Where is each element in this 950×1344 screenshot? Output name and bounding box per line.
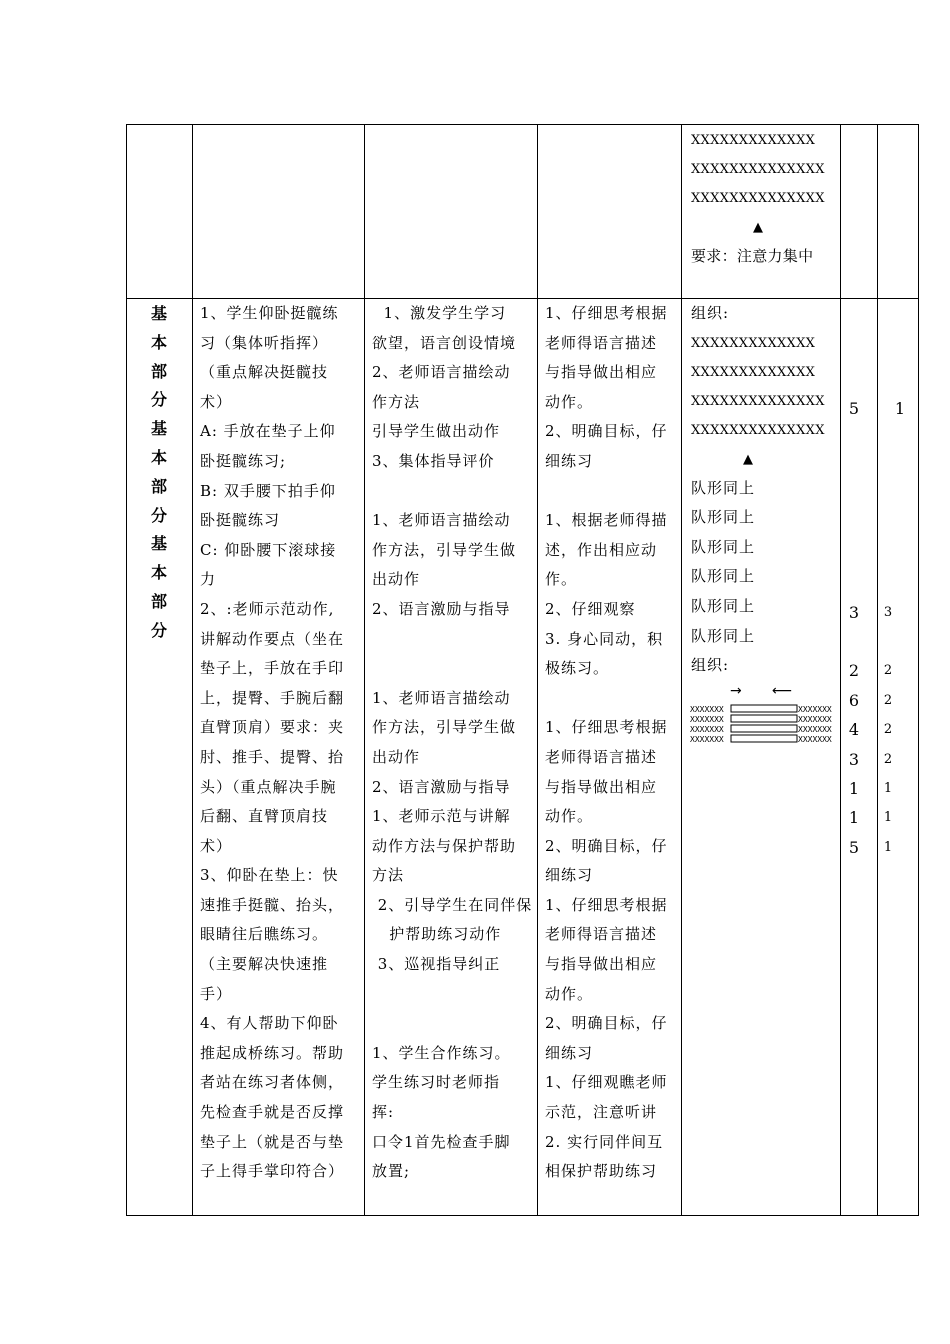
mat-row-right-students: XXXXXXX (798, 715, 832, 724)
teacher-line: 1、激发学生学习 (372, 304, 507, 322)
requirement-text: 要求：注意力集中 (691, 247, 814, 265)
teacher-line: 作方法，引导学生做 (372, 718, 517, 737)
column-divider (537, 124, 538, 1216)
mat-row-left-students: XXXXXXX (690, 715, 724, 724)
section-char: 本 (150, 447, 167, 467)
time-value: 1 (848, 779, 860, 799)
content-line: 卧挺髋练习 (200, 511, 281, 530)
organization-label: 组织: (691, 304, 730, 322)
student-line: 2、明确目标，仔 (545, 422, 668, 441)
section-char: 基 (150, 534, 167, 554)
teacher-line: 1、老师语言描绘动 (372, 511, 511, 530)
teacher-line: 作方法 (372, 392, 421, 411)
mat (731, 735, 797, 742)
teacher-line: 出动作 (372, 747, 421, 766)
arrow-right-icon: → (730, 683, 742, 699)
column-divider (192, 124, 193, 1216)
time-column-group (842, 598, 866, 862)
teacher-line: 引导学生做出动作 (372, 422, 501, 441)
student-line: 示范，注意听讲 (545, 1103, 658, 1122)
teacher-line: 护帮助练习动作 (372, 925, 502, 944)
content-line: 肘、推手、提臀、抬 (200, 747, 345, 766)
times-value: 2 (883, 663, 893, 679)
times-value: 1 (883, 839, 893, 855)
content-line: 3、仰卧在垫上：快 (200, 866, 339, 885)
formation-same: 队形同上 (691, 478, 756, 497)
content-line: 讲解动作要点（坐在 (200, 629, 345, 648)
time-value: 3 (848, 603, 860, 622)
section-char: 部 (150, 591, 167, 611)
mat-row-left-students: XXXXXXX (690, 735, 724, 744)
mat-row-right-students: XXXXXXX (798, 735, 832, 744)
column-divider (681, 124, 682, 1216)
formation-same: 队形同上 (691, 567, 756, 586)
teacher-line: 学生练习时老师指 (372, 1073, 501, 1092)
content-line: 垫子上，手放在手印 (200, 659, 345, 678)
time-value: 3 (848, 749, 860, 769)
student-line: 1、仔细观瞧老师 (545, 1073, 668, 1092)
student-line: 3. 身心同动，积 (545, 629, 664, 648)
times-value: 1 (883, 781, 893, 797)
times-column-group (876, 598, 900, 862)
mat-row-right-students: XXXXXXX (798, 705, 832, 714)
teacher-line: 动作方法与保护帮助 (372, 836, 517, 855)
times-value: 3 (883, 605, 893, 620)
teacher-line: 口令1首先检查手脚 (372, 1132, 511, 1151)
content-line: 速推手挺髋、抬头， (200, 895, 345, 914)
content-line: 手） (200, 984, 233, 1003)
content-line: （主要解决快速推 (200, 955, 329, 974)
content-line: 头）（重点解决手腕 (200, 777, 337, 796)
teaching-content (200, 299, 344, 1187)
student-line: 老师得语言描述 (545, 925, 658, 944)
organization-label: 组织: (691, 656, 730, 675)
teacher-line: 1、老师示范与讲解 (372, 807, 511, 826)
student-line: 动作。 (545, 984, 594, 1003)
content-line: 垫子上（就是否与垫 (200, 1132, 345, 1151)
mat-formation-diagram (690, 683, 838, 745)
student-line: 细练习 (545, 866, 594, 885)
column-divider (840, 124, 841, 1216)
content-line: 者站在练习者体侧， (200, 1073, 345, 1092)
content-line: 后翻、直臂顶肩技 (200, 807, 329, 826)
student-line: 2、仔细观察 (545, 599, 636, 618)
content-line: 术） (200, 392, 233, 411)
teacher-line: 2、语言激励与指导 (372, 599, 511, 618)
formation-line: XXXXXXXXXXXXXX (691, 422, 825, 438)
content-line: 推起成桥练习。帮助 (200, 1043, 345, 1062)
content-line: 2、:老师示范动作, (200, 599, 335, 618)
arrow-left-icon: ⟵ (772, 683, 793, 699)
formation-line: XXXXXXXXXXXXX (691, 133, 816, 148)
content-line: B: 双手腰下拍手仰 (200, 481, 336, 500)
section-char: 基 (150, 419, 167, 439)
time-column (842, 394, 866, 423)
student-line: 与指导做出相应 (545, 955, 658, 974)
time-value: 2 (848, 661, 860, 681)
student-line: 2、明确目标，仔 (545, 836, 668, 855)
times-value: 2 (883, 692, 893, 708)
content-line: 眼睛往后瞧练习。 (200, 925, 329, 944)
content-line: （重点解决挺髋技 (200, 363, 329, 382)
student-line: 述，作出相应动 (545, 540, 658, 559)
table-border (126, 1215, 919, 1216)
content-line: 子上得手掌印符合） (200, 1162, 345, 1181)
section-char: 分 (150, 390, 167, 410)
student-line (545, 477, 668, 507)
teacher-line: 方法 (372, 866, 405, 885)
organization (691, 299, 825, 681)
teacher-line: 2、语言激励与指导 (372, 777, 511, 796)
teacher-line: 1、学生合作练习。 (372, 1043, 511, 1062)
section-label (126, 300, 192, 646)
student-line: 1、仔细思考根据 (545, 718, 668, 737)
formation-line: XXXXXXXXXXXXXX (691, 191, 825, 206)
student-line: 作。 (545, 570, 578, 589)
section-char: 分 (150, 505, 167, 525)
time-value: 1 (848, 808, 860, 828)
student-line: 老师得语言描述 (545, 747, 658, 766)
student-line: 细练习 (545, 1043, 594, 1062)
content-line: 直臂顶肩）要求：夹 (200, 718, 345, 737)
content-line: 术） (200, 836, 233, 855)
teacher-marker-icon: ▲ (753, 220, 764, 235)
teacher-line: 2、老师语言描绘动 (372, 363, 511, 382)
section-char: 部 (150, 476, 167, 496)
student-line: 2. 实行同伴间互 (545, 1132, 664, 1151)
student-line: 动作。 (545, 392, 594, 411)
column-divider (364, 124, 365, 1216)
teacher-line: 3、巡视指导纠正 (372, 955, 501, 974)
formation-same: 队形同上 (691, 508, 756, 527)
content-line: 习（集体听指挥） (200, 333, 329, 352)
student-line: 与指导做出相应 (545, 777, 658, 796)
teacher-marker-icon: ▲ (743, 451, 754, 467)
table-border (126, 124, 919, 125)
times-column (888, 394, 912, 423)
times-value: 1 (883, 810, 893, 826)
teacher-line (372, 654, 532, 684)
row1-formation (691, 126, 825, 271)
mat-row-left-students: XXXXXXX (690, 725, 724, 734)
mat (731, 715, 797, 722)
student-line: 1、根据老师得描 (545, 511, 668, 530)
times-value: 2 (883, 722, 893, 738)
time-value: 4 (848, 720, 860, 740)
teacher-line (372, 625, 532, 655)
teacher-activity (372, 299, 532, 1187)
mat (731, 705, 797, 712)
spacer (842, 627, 866, 656)
section-char: 本 (150, 332, 167, 352)
mat-row-right-students: XXXXXXX (798, 725, 832, 734)
mat-row-left-students: XXXXXXX (690, 705, 724, 714)
content-line: 先检查手就是否反撑 (200, 1103, 345, 1122)
formation-same: 队形同上 (691, 626, 756, 645)
content-line: 力 (200, 570, 217, 589)
student-line: 老师得语言描述 (545, 333, 658, 352)
student-line: 1、仔细思考根据 (545, 895, 668, 914)
content-line: 4、有人帮助下仰卧 (200, 1014, 339, 1033)
time-value: 5 (848, 837, 860, 857)
student-line: 极练习。 (545, 659, 610, 678)
student-line: 细练习 (545, 451, 594, 470)
section-char: 部 (150, 361, 167, 381)
formation-line: XXXXXXXXXXXXX (691, 335, 816, 351)
section-char: 基 (150, 304, 167, 323)
student-activity (545, 299, 668, 1187)
formation-same: 队形同上 (691, 596, 756, 615)
mat-rows (690, 705, 832, 744)
section-char: 分 (150, 620, 167, 640)
student-line (545, 684, 668, 714)
section-char: 本 (150, 563, 167, 583)
formation-line: XXXXXXXXXXXXX (691, 364, 816, 380)
student-line: 与指导做出相应 (545, 363, 658, 382)
table-border (918, 124, 919, 1216)
time-value: 5 (848, 399, 860, 418)
teacher-line (372, 1009, 532, 1039)
content-line: 卧挺髋练习; (200, 451, 287, 470)
teacher-line: 3、集体指导评价 (372, 451, 495, 470)
content-line: A: 手放在垫子上仰 (200, 422, 336, 441)
table-border (126, 124, 127, 1216)
content-line: C: 仰卧腰下滚球接 (200, 540, 337, 559)
teacher-line: 欲望，语言创设情境 (372, 333, 517, 352)
content-line: 上，提臀、手腕后翻 (200, 688, 345, 707)
mat (731, 725, 797, 732)
student-line: 动作。 (545, 807, 594, 826)
formation-line: XXXXXXXXXXXXXX (691, 393, 825, 409)
student-line: 1、仔细思考根据 (545, 304, 668, 322)
teacher-line: 作方法，引导学生做 (372, 540, 517, 559)
teacher-line (372, 477, 532, 507)
formation-same: 队形同上 (691, 537, 756, 556)
spacer (876, 627, 900, 656)
student-line: 相保护帮助练习 (545, 1162, 658, 1181)
time-value: 6 (848, 690, 860, 710)
teacher-line: 出动作 (372, 570, 421, 589)
teacher-line: 1、老师语言描绘动 (372, 688, 511, 707)
teacher-line: 挥: (372, 1103, 395, 1122)
times-value: 1 (894, 399, 906, 418)
teacher-line (372, 980, 532, 1010)
content-line: 1、学生仰卧挺髋练 (200, 304, 339, 322)
times-value: 2 (883, 751, 893, 767)
formation-line: XXXXXXXXXXXXXX (691, 162, 825, 177)
student-line: 2、明确目标，仔 (545, 1014, 668, 1033)
teacher-line: 2、引导学生在同伴保 (372, 895, 533, 914)
teacher-line: 放置; (372, 1162, 411, 1181)
